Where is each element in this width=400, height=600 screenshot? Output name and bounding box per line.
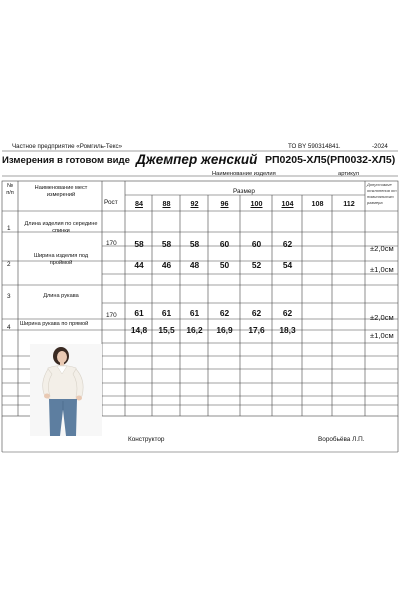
product-name-label: Наименование изделия — [212, 171, 276, 177]
size-header: 96 — [220, 199, 229, 208]
row-height: 170 — [106, 240, 117, 247]
row-number: 1 — [7, 225, 11, 232]
value-cell: 50 — [219, 260, 230, 270]
size-header: 88 — [162, 199, 171, 208]
company-name: Частное предприятие «Ромгиль-Текс» — [12, 143, 123, 150]
value-cell: 48 — [189, 260, 200, 270]
value-cell: 17,6 — [248, 325, 265, 335]
col-size-header: Размер — [233, 188, 255, 195]
col-name-header: Наименование мест измерений — [34, 185, 88, 198]
standard-number: ТО BY 590314841. — [288, 143, 341, 150]
model-photo — [30, 344, 102, 436]
col-tolerance-header: Допустимые отклонения от номинального размера — [367, 182, 397, 205]
model-code: РП0205-ХЛ5(РП0032-ХЛ5) — [265, 154, 396, 166]
value-cell: 58 — [161, 239, 172, 249]
tolerance: ±1,0см — [370, 331, 394, 340]
constructor-name: Воробьёва Л.П. — [318, 436, 365, 443]
col-number-header: № п/п — [6, 183, 14, 196]
size-header: 104 — [281, 199, 294, 208]
value-cell: 18,3 — [279, 325, 296, 335]
value-cell: 62 — [251, 308, 262, 318]
value-cell: 16,9 — [216, 325, 233, 335]
row-height: 170 — [106, 312, 117, 319]
value-cell: 61 — [161, 308, 172, 318]
value-cell: 44 — [134, 260, 144, 270]
constructor-label: Конструктор — [128, 436, 165, 443]
product-title: Джемпер женский — [136, 152, 258, 167]
row-name: Ширина рукава по прямой — [20, 321, 89, 327]
row-number: 4 — [7, 324, 11, 331]
size-header: 100 — [250, 199, 263, 208]
value-cell: 54 — [282, 260, 293, 270]
size-header: 112 — [343, 199, 355, 208]
value-cell: 15,5 — [158, 325, 175, 335]
row-number: 2 — [7, 261, 11, 268]
article-label: артикул — [338, 171, 359, 177]
size-header: 92 — [190, 199, 199, 208]
size-header: 84 — [135, 199, 143, 208]
size-header: 108 — [311, 199, 324, 208]
value-cell: 60 — [251, 239, 262, 249]
tolerance: ±2,0см — [370, 313, 394, 322]
value-cell: 60 — [219, 239, 230, 249]
value-cell: 61 — [134, 308, 144, 318]
value-cell: 14,8 — [130, 325, 148, 335]
value-cell: 46 — [161, 260, 172, 270]
measure-title: Измерения в готовом виде — [2, 155, 130, 166]
value-cell: 58 — [189, 239, 200, 249]
value-cell: 62 — [282, 308, 293, 318]
year: -2024 — [372, 143, 388, 150]
value-cell: 52 — [251, 260, 262, 270]
row-number: 3 — [7, 293, 11, 300]
col-height-header: Рост — [104, 199, 118, 206]
row-name: Ширина изделия под проймой — [33, 253, 89, 266]
value-cell: 58 — [134, 239, 144, 249]
row-name: Длина изделия по середине спинки — [24, 221, 98, 234]
value-cell: 62 — [282, 239, 293, 249]
value-cell: 62 — [219, 308, 230, 318]
value-cell: 16,2 — [186, 325, 203, 335]
row-name: Длина рукава — [43, 293, 79, 299]
tolerance: ±2,0см — [370, 244, 394, 253]
value-cell: 61 — [189, 308, 200, 318]
tolerance: ±1,0см — [370, 265, 394, 274]
